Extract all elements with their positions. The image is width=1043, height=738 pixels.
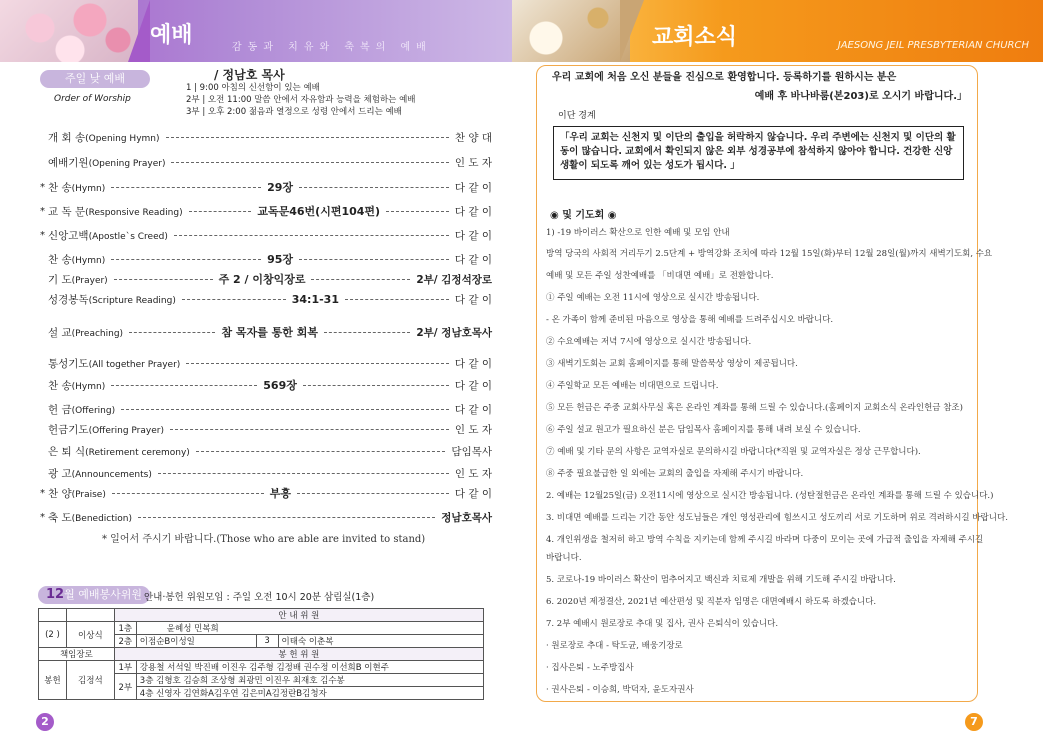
notice-item: · 원로장로 추대 - 탁도균, 배웅기장로 bbox=[546, 641, 683, 651]
order-item-content: 569장 bbox=[263, 379, 297, 392]
page-number-right: 7 bbox=[965, 713, 983, 731]
order-item-en: (Announcements) bbox=[71, 469, 152, 480]
leader-dashes bbox=[311, 279, 410, 280]
leader-dashes bbox=[182, 299, 286, 300]
order-item-name bbox=[48, 422, 164, 437]
notice-item: ② 수요예배는 저녁 7시에 영상으로 실시간 방송됩니다. bbox=[546, 337, 752, 347]
order-item-leader: 정남호목사 bbox=[441, 511, 492, 524]
section-title: ◉ 및 기도회 ◉ bbox=[550, 210, 617, 221]
order-item-leader: 인 도 자 bbox=[454, 423, 492, 436]
order-row bbox=[40, 484, 492, 502]
notice-item: 예배 및 모든 주일 성찬예배를 「비대면 예배」로 전환합니다. bbox=[546, 271, 774, 281]
order-item-name bbox=[48, 272, 108, 287]
stand-star: * bbox=[40, 511, 45, 523]
notice-item: 2. 예배는 12월25일(금) 오전11시에 영상으로 실시간 방송됩니다. (성탄절헌금은 온라인 계좌를 통해 드릴 수 있습니다.) bbox=[546, 491, 994, 501]
leader-dashes bbox=[112, 493, 264, 494]
order-item-name bbox=[48, 378, 105, 393]
notice-item: 4. 개인위생을 철저히 하고 방역 수칙을 지키는데 함께 주시길 바라며 다중이 모이는 곳에 가급적 출입을 자제해 주시길 bbox=[546, 535, 984, 545]
floor-names: 신영자 김연화A김우연 김은미A김정란B김청자 bbox=[156, 689, 327, 699]
notice-item: 1) -19 바이러스 확산으로 인한 예배 및 모임 안내 bbox=[546, 228, 730, 238]
order-item-leader: 찬 양 대 bbox=[454, 131, 492, 144]
notice-item: 7. 2부 예배시 원로장로 추대 및 집사, 권사 은퇴식이 있습니다. bbox=[546, 619, 779, 629]
order-of-worship-label: Order of Worship bbox=[54, 94, 131, 104]
order-item-ko: 신앙고백 bbox=[48, 229, 89, 242]
order-item-leader: 인 도 자 bbox=[454, 467, 492, 480]
order-row bbox=[40, 226, 492, 244]
order-item-leader: 담임목사 bbox=[451, 445, 492, 458]
order-item-en: (Hymn) bbox=[71, 381, 106, 392]
order-item-name bbox=[48, 204, 183, 219]
heresy-box: 「우리 교회는 신천지 및 이단의 출입을 허락하지 않습니다. 우리 주변에는 신천지 및 이단의 활동이 많습니다. 교회에서 확인되지 않은 외부 성경공부에 참석하지 않아야 합니다. 건강한 신앙생활이 되도록 깨어 있는 성도가 됩시다. 」 bbox=[553, 126, 964, 180]
order-item-leader: 다 같 이 bbox=[454, 181, 493, 194]
leader-dashes bbox=[299, 259, 449, 260]
flower-photo bbox=[0, 0, 138, 62]
order-item-content: 29장 bbox=[267, 181, 294, 194]
welcome-message bbox=[552, 68, 967, 106]
leader-dashes bbox=[297, 493, 449, 494]
leader-dashes bbox=[196, 451, 446, 452]
order-row bbox=[40, 420, 492, 438]
worship-title: 예배 bbox=[150, 23, 193, 48]
leader-dashes bbox=[111, 385, 257, 386]
table-row bbox=[39, 661, 484, 674]
notice-item: ④ 주일학교 모든 예배는 비대면으로 드립니다. bbox=[546, 381, 719, 391]
order-item-name bbox=[48, 466, 152, 481]
order-item-content: 참 목자를 통한 회복 bbox=[221, 326, 318, 339]
church-name: JAESONG JEIL PRESBYTERIAN CHURCH bbox=[837, 40, 1029, 51]
elder-label-cell: 책임장로 bbox=[39, 648, 115, 661]
order-item-en: (Preaching) bbox=[71, 328, 124, 339]
service-committee-badge bbox=[38, 586, 150, 604]
notice-item: 6. 2020년 제정결산, 2021년 예산편성 및 직분자 임명은 대면예배시 하도록 하겠습니다. bbox=[546, 597, 877, 607]
stand-star: * bbox=[40, 205, 45, 217]
welcome-line-1: 우리 교회에 처음 오신 분들을 진심으로 환영합니다. 등록하기를 원하시는 분은 bbox=[552, 72, 897, 83]
order-item-en: (Offering) bbox=[71, 405, 116, 416]
news-title: 교회소식 bbox=[652, 25, 738, 50]
header-divider bbox=[620, 0, 644, 62]
order-item-content: 부흥 bbox=[269, 487, 292, 500]
order-item-name bbox=[48, 228, 168, 243]
order-item-leader: 다 같 이 bbox=[454, 205, 492, 218]
order-item-en: (Responsive Reading) bbox=[85, 207, 183, 218]
floor-cell: 3 bbox=[256, 635, 278, 648]
order-item-en: (Prayer) bbox=[71, 275, 108, 286]
floor-cell: 1층 bbox=[114, 622, 136, 635]
order-item-leader: 2부/ 김정석장로 bbox=[416, 273, 492, 286]
page-number-left: 2 bbox=[36, 713, 54, 731]
order-item-ko: 기 도 bbox=[48, 273, 72, 286]
order-item-content: 34:1-31 bbox=[291, 292, 339, 306]
leader-dashes bbox=[111, 259, 261, 260]
part-cell: 2부 bbox=[114, 674, 136, 700]
names-cell bbox=[136, 674, 483, 687]
leader-dashes bbox=[345, 299, 449, 300]
order-item-content: 주 2 / 이창익장로 bbox=[218, 273, 306, 286]
blank-cell bbox=[66, 609, 114, 622]
order-item-ko: 찬 송 bbox=[48, 379, 72, 392]
notice-item: 3. 비대면 예배를 드리는 기간 동안 성도님들은 개인 영성관리에 힘쓰시고 성도끼리 서로 기도하며 위로 격려하시길 바랍니다. bbox=[546, 513, 1008, 523]
sunday-worship-badge: 주일 낮 예배 bbox=[40, 70, 150, 88]
heresy-title: 이단 경계 bbox=[558, 111, 596, 121]
order-item-leader: 다 같 이 bbox=[454, 253, 493, 266]
order-item-en: (Apostle`s Creed) bbox=[88, 231, 168, 242]
order-item-en: (Opening Prayer) bbox=[88, 158, 166, 169]
welcome-line-2: 예배 후 바나바룸(본203)로 오시기 바랍니다.」 bbox=[754, 91, 967, 102]
order-row bbox=[40, 400, 492, 418]
leader-dashes bbox=[111, 187, 261, 188]
order-item-ko: 광 고 bbox=[48, 467, 72, 480]
leader-dashes bbox=[166, 137, 449, 138]
order-item-ko: 은 퇴 식 bbox=[48, 445, 86, 458]
order-item-name bbox=[48, 325, 123, 340]
leader-dashes bbox=[324, 332, 410, 333]
part-cell: (2 ) bbox=[39, 622, 67, 648]
order-item-leader: 다 같 이 bbox=[454, 487, 493, 500]
names-cell: 강용철 서석일 박진배 이진우 김주형 김정배 권수정 이선희B 이현주 bbox=[136, 661, 483, 674]
order-item-name bbox=[48, 402, 115, 417]
order-item-ko: 찬 양 bbox=[48, 487, 72, 500]
part-cell: 1부 bbox=[114, 661, 136, 674]
order-item-content: 95장 bbox=[267, 253, 294, 266]
names-cell: 이점순B이성일 bbox=[136, 635, 256, 648]
order-row bbox=[40, 250, 492, 268]
names-cell: 이태숙 이춘복 bbox=[278, 635, 483, 648]
order-row bbox=[40, 153, 492, 171]
floor-label: 3층 bbox=[139, 676, 154, 686]
order-item-en: (Offering Prayer) bbox=[88, 425, 164, 436]
order-item-name bbox=[48, 180, 105, 195]
news-header bbox=[512, 0, 1043, 62]
offering-header: 봉 헌 위 원 bbox=[114, 648, 483, 661]
order-item-leader: 다 같 이 bbox=[454, 357, 492, 370]
order-item-en: (Scripture Reading) bbox=[88, 295, 176, 306]
order-item-en: (Benediction) bbox=[71, 513, 133, 524]
floor-label: 4층 bbox=[139, 689, 154, 699]
order-item-ko: 찬 송 bbox=[48, 253, 72, 266]
leader-dashes bbox=[303, 385, 449, 386]
order-row bbox=[40, 442, 492, 460]
service-meeting: 안내·봉헌 위원모임 : 주일 오전 10시 20분 삼림실(1층) bbox=[144, 592, 375, 603]
guide-header: 안 내 위 원 bbox=[114, 609, 483, 622]
order-item-name bbox=[48, 510, 132, 525]
order-item-leader: 다 같 이 bbox=[454, 403, 492, 416]
order-item-en: (Hymn) bbox=[71, 183, 106, 194]
order-item-content: 교독문46번(시편104편) bbox=[257, 205, 381, 218]
order-item-ko: 축 도 bbox=[48, 511, 72, 524]
order-item-name bbox=[48, 486, 106, 501]
order-item-en: (Retirement ceremony) bbox=[85, 447, 190, 458]
order-item-ko: 예배기원 bbox=[48, 156, 89, 169]
stand-note: * 일어서 주시기 바랍니다.(Those who are able are invited to stand) bbox=[102, 534, 426, 545]
order-item-en: (Hymn) bbox=[71, 255, 106, 266]
notice-item: 5. 코로나-19 바이러스 확산이 멈추어지고 백신과 치료제 개발을 위해 기도해 주시길 바랍니다. bbox=[546, 575, 896, 585]
preacher: / 정남호 목사 bbox=[214, 68, 285, 82]
leader-dashes bbox=[114, 279, 213, 280]
leader-dashes bbox=[158, 473, 449, 474]
notice-item: ⑤ 모든 헌금은 주중 교회사무실 혹은 온라인 계좌를 통해 드릴 수 있습니다.(홈페이지 교회소식 온라인헌금 참조) bbox=[546, 403, 963, 413]
leader-dashes bbox=[171, 162, 448, 163]
order-row bbox=[40, 178, 492, 196]
leader-dashes bbox=[121, 409, 449, 410]
blank-cell bbox=[39, 609, 67, 622]
notice-item: - 온 가족이 함께 준비된 마음으로 영상을 통해 예배를 드려주십시오 바랍니다. bbox=[546, 315, 834, 325]
leader-dashes bbox=[174, 235, 449, 236]
service-month: 12 bbox=[46, 587, 65, 602]
service-badge-text: 월 예배봉사위원 bbox=[64, 588, 142, 601]
table-row bbox=[39, 622, 484, 635]
time-2: 2부 | 오전 11:00 말씀 안에서 자유함과 능력을 체험하는 예배 bbox=[186, 95, 416, 105]
order-row bbox=[40, 128, 492, 146]
floor-names: 김형호 김승희 조상형 최광민 이진우 최재호 김수봉 bbox=[156, 676, 345, 686]
leader-dashes bbox=[138, 517, 435, 518]
notice-item: 바랍니다. bbox=[546, 553, 582, 563]
order-item-ko: 찬 송 bbox=[48, 181, 72, 194]
service-table bbox=[38, 608, 484, 700]
order-item-leader: 다 같 이 bbox=[454, 379, 493, 392]
order-row bbox=[40, 376, 492, 394]
order-item-ko: 통성기도 bbox=[48, 357, 89, 370]
isang-cell: 이상식 bbox=[66, 622, 114, 648]
gift-photo bbox=[512, 0, 630, 62]
worship-header bbox=[0, 0, 512, 62]
floor-cell: 2층 bbox=[114, 635, 136, 648]
order-row bbox=[40, 464, 492, 482]
order-item-leader: 다 같 이 bbox=[454, 229, 492, 242]
notice-item: ③ 새벽기도회는 교회 홈페이지를 통해 말씀묵상 영상이 제공됩니다. bbox=[546, 359, 798, 369]
order-item-ko: 설 교 bbox=[48, 326, 72, 339]
order-item-name bbox=[48, 155, 165, 170]
order-item-ko: 개 회 송 bbox=[48, 131, 86, 144]
worship-subtitle: 감동과 치유와 축복의 예배 bbox=[232, 42, 432, 53]
notice-item: ⑦ 예배 및 기타 문의 사항은 교역자실로 문의하시길 바랍니다(*직원 및 교역자실은 정상 근무합니다). bbox=[546, 447, 921, 457]
order-row bbox=[40, 290, 492, 308]
leader-dashes bbox=[129, 332, 215, 333]
order-item-name bbox=[48, 292, 176, 307]
order-item-ko: 교 독 문 bbox=[48, 205, 86, 218]
notice-item: ① 주일 예배는 오전 11시에 영상으로 실시간 방송됩니다. bbox=[546, 293, 760, 303]
leader-dashes bbox=[299, 187, 449, 188]
order-item-ko: 헌 금 bbox=[48, 403, 72, 416]
stand-star: * bbox=[40, 181, 45, 193]
notice-item: · 집사은퇴 - 노주방집사 bbox=[546, 663, 634, 673]
order-item-en: (Opening Hymn) bbox=[85, 133, 160, 144]
order-row bbox=[40, 270, 492, 288]
order-item-leader: 인 도 자 bbox=[454, 156, 492, 169]
table-row bbox=[39, 648, 484, 661]
order-row bbox=[40, 323, 492, 341]
names-cell bbox=[136, 687, 483, 700]
order-item-name bbox=[48, 356, 180, 371]
names-cell: 윤혜성 민복희 bbox=[136, 622, 483, 635]
order-row bbox=[40, 508, 492, 526]
order-item-name bbox=[48, 444, 190, 459]
time-3: 3부 | 오후 2:00 젊음과 열정으로 성령 안에서 드리는 예배 bbox=[186, 107, 402, 117]
notice-item: ⑧ 주중 필요불급한 일 외에는 교회의 출입을 자제해 주시기 바랍니다. bbox=[546, 469, 804, 479]
table-row bbox=[39, 609, 484, 622]
stand-star: * bbox=[40, 487, 45, 499]
order-item-name bbox=[48, 130, 160, 145]
worship-times bbox=[186, 82, 416, 118]
order-item-en: (All together Prayer) bbox=[88, 359, 181, 370]
order-item-en: (Praise) bbox=[71, 489, 106, 500]
order-item-ko: 헌금기도 bbox=[48, 423, 89, 436]
kimjs-cell: 김정석 bbox=[66, 661, 114, 700]
leader-dashes bbox=[189, 211, 252, 212]
notice-item: 방역 당국의 사회적 거리두기 2.5단계 + 방역강화 조치에 따라 12월 15일(화)부터 12월 28일(월)까지 새벽기도회, 수요 bbox=[546, 249, 993, 259]
leader-dashes bbox=[170, 429, 449, 430]
notice-item: ⑥ 주일 설교 원고가 필요하신 분은 담임목사 홈페이지를 통해 내려 보실 수 있습니다. bbox=[546, 425, 861, 435]
order-item-leader: 2부/ 정남호목사 bbox=[416, 326, 493, 339]
order-item-leader: 다 같 이 bbox=[454, 293, 492, 306]
order-row bbox=[40, 202, 492, 220]
notice-item: · 권사은퇴 - 이승희, 박덕자, 윤도자권사 bbox=[546, 685, 694, 695]
order-item-name bbox=[48, 252, 105, 267]
header-divider bbox=[128, 0, 150, 62]
time-1: 1 | 9:00 아침의 신선함이 있는 예배 bbox=[186, 83, 320, 93]
stand-star: * bbox=[40, 229, 45, 241]
bongheon-cell: 봉헌 bbox=[39, 661, 67, 700]
leader-dashes bbox=[386, 211, 449, 212]
leader-dashes bbox=[186, 363, 449, 364]
order-row bbox=[40, 354, 492, 372]
order-item-ko: 성경봉독 bbox=[48, 293, 89, 306]
